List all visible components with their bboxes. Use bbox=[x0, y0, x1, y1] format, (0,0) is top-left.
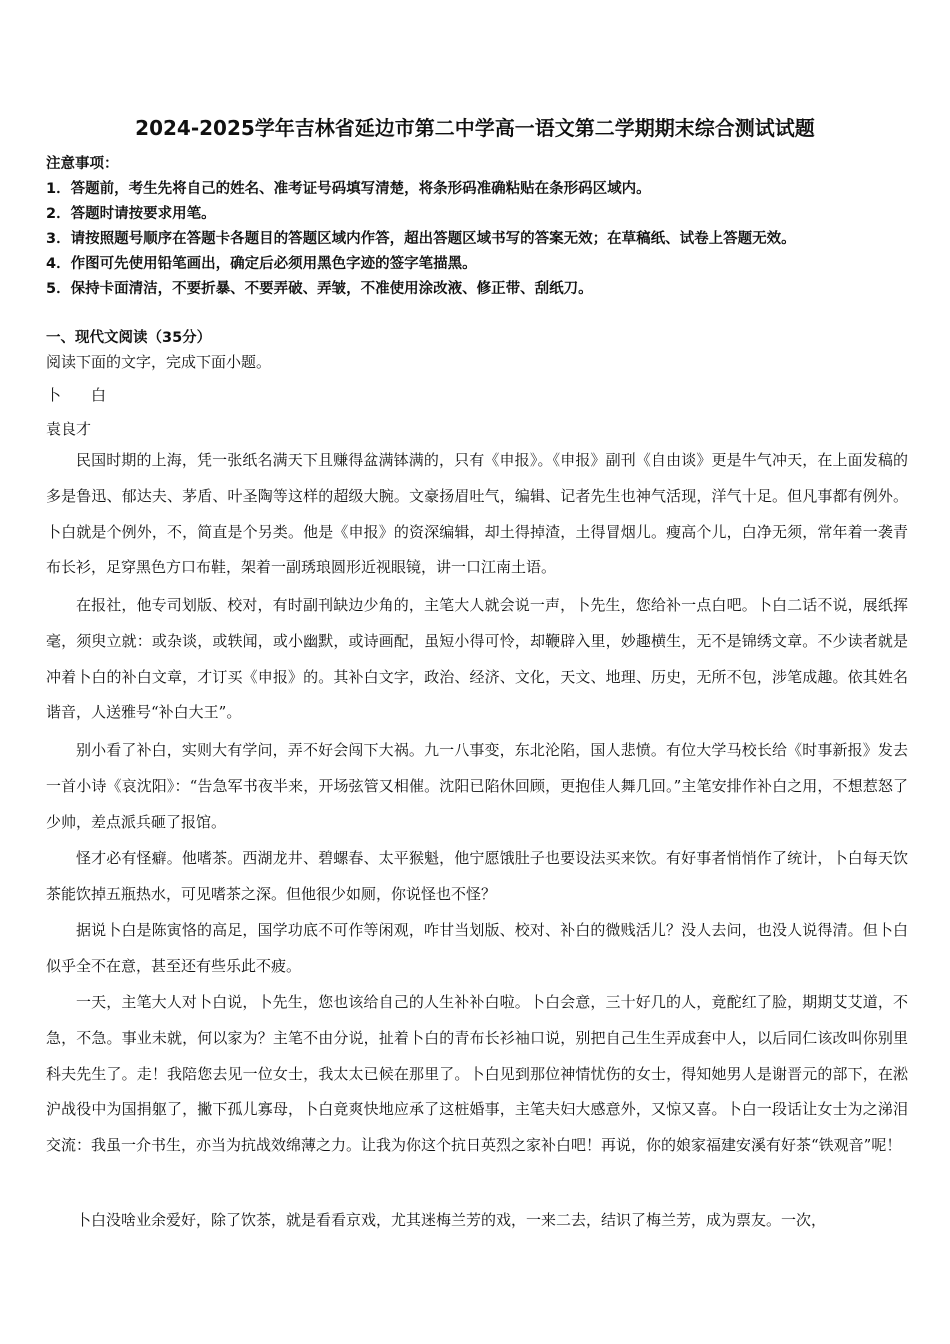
notice-item: 3．请按照题号顺序在答题卡各题目的答题区域内作答，超出答题区域书写的答案无效；在草稿纸、试卷上答题无效。 bbox=[46, 231, 796, 247]
notice-item: 4．作图可先使用铅笔画出，确定后必须用黑色字迹的签字笔描黑。 bbox=[46, 256, 477, 272]
notice-item: 2．答题时请按要求用笔。 bbox=[46, 206, 216, 222]
article-paragraph: 据说卜白是陈寅恪的高足，国学功底不可作等闲观，咋甘当划版、校对、补白的微贱活儿？没人去问，也没人说得清。但卜白似乎全不在意，甚至还有些乐此不疲。 bbox=[46, 921, 908, 975]
page-title: 2024-2025学年吉林省延边市第二中学高一语文第二学期期末综合测试试题 bbox=[135, 116, 815, 140]
section-instruction: 阅读下面的文字，完成下面小题。 bbox=[46, 353, 272, 371]
article-title: 卜 白 bbox=[46, 386, 107, 404]
notice-item: 5．保持卡面清洁，不要折暴、不要弄破、弄皱，不准使用涂改液、修正带、刮纸刀。 bbox=[46, 281, 593, 297]
article-paragraph: 在报社，他专司划版、校对，有时副刊缺边少角的，主笔大人就会说一声，卜先生，您给补一点白吧。卜白二话不说，展纸挥毫，须臾立就：或杂谈，或轶闻，或小幽默，或诗画配，虽短小得可怜，却鞭辟入里，妙趣横生，无不是锦绣文章。不少读者就是冲着卜白的补白文章，才订买《申报》的。其补白文字，政治、经济、文化，天文、地理、历史，无所不包，涉笔成趣。依其姓名谐音，人送雅号“补白大王”。 bbox=[46, 596, 908, 722]
article-paragraph: 民国时期的上海，凭一张纸名满天下且赚得盆满钵满的，只有《申报》。《申报》副刊《自由谈》更是牛气冲天，在上面发稿的多是鲁迅、郁达夫、茅盾、叶圣陶等这样的超级大腕。文豪扬眉吐气，编辑、记者先生也神气活现，洋气十足。但凡事都有例外。卜白就是个例外，不，简直是个另类。他是《申报》的资深编辑，却土得掉渣，土得冒烟儿。瘦高个儿，白净无须，常年着一袭青布长衫，足穿黑色方口布鞋，架着一副琇琅圆形近视眼镜，讲一口江南土语。 bbox=[46, 451, 908, 577]
article-paragraph: 别小看了补白，实则大有学问，弄不好会闯下大祸。九一八事变，东北沦陷，国人悲愤。有位大学马校长给《时事新报》发去一首小诗《哀沈阳》：“告急军书夜半来，开场弦管又相催。沈阳已陷休回顾，更抱佳人舞几回。”主笔安排作补白之用，不想惹怒了少帅，差点派兵砸了报馆。 bbox=[46, 741, 908, 831]
section-heading: 一、现代文阅读（35分） bbox=[46, 330, 212, 346]
article-paragraph: 卜白没啥业余爱好，除了饮茶，就是看看京戏，尤其迷梅兰芳的戏，一来二去，结识了梅兰芳，成为票友。一次， bbox=[76, 1211, 827, 1229]
article-paragraph: 怪才必有怪癖。他嗜茶。西湖龙井、碧螺春、太平猴魁，他宁愿饿肚子也要设法买来饮。有好事者悄悄作了统计，卜白每天饮茶能饮掉五瓶热水，可见嗜茶之深。但他很少如厕，你说怪也不怪？ bbox=[46, 849, 908, 903]
article-paragraph: 一天，主笔大人对卜白说，卜先生，您也该给自己的人生补补白啦。卜白会意，三十好几的人，竟酡红了脸，期期艾艾道，不急，不急。事业未就，何以家为？主笔不由分说，扯着卜白的青布长衫袖口说，别把自己生生弄成套中人，以后同仁该改叫你别里科夫先生了。走！我陪您去见一位女士，我太太已候在那里了。卜白见到那位神情忧伤的女士，得知她男人是谢晋元的部下，在淞沪战役中为国捐躯了，撇下孤儿寡母，卜白竟爽快地应承了这桩婚事，主笔夫妇大感意外，又惊又喜。卜白一段话让女士为之涕泪交流：我虽一介书生，亦当为抗战效绵薄之力。让我为你这个抗日英烈之家补白吧！再说，你的娘家福建安溪有好茶“铁观音”呢！ bbox=[46, 993, 908, 1155]
notice-item: 1．答题前，考生先将自己的姓名、准考证号码填写清楚，将条形码准确粘贴在条形码区域内。 bbox=[46, 181, 651, 197]
notice-heading: 注意事项： bbox=[46, 156, 119, 172]
article-author: 袁良才 bbox=[46, 420, 92, 438]
